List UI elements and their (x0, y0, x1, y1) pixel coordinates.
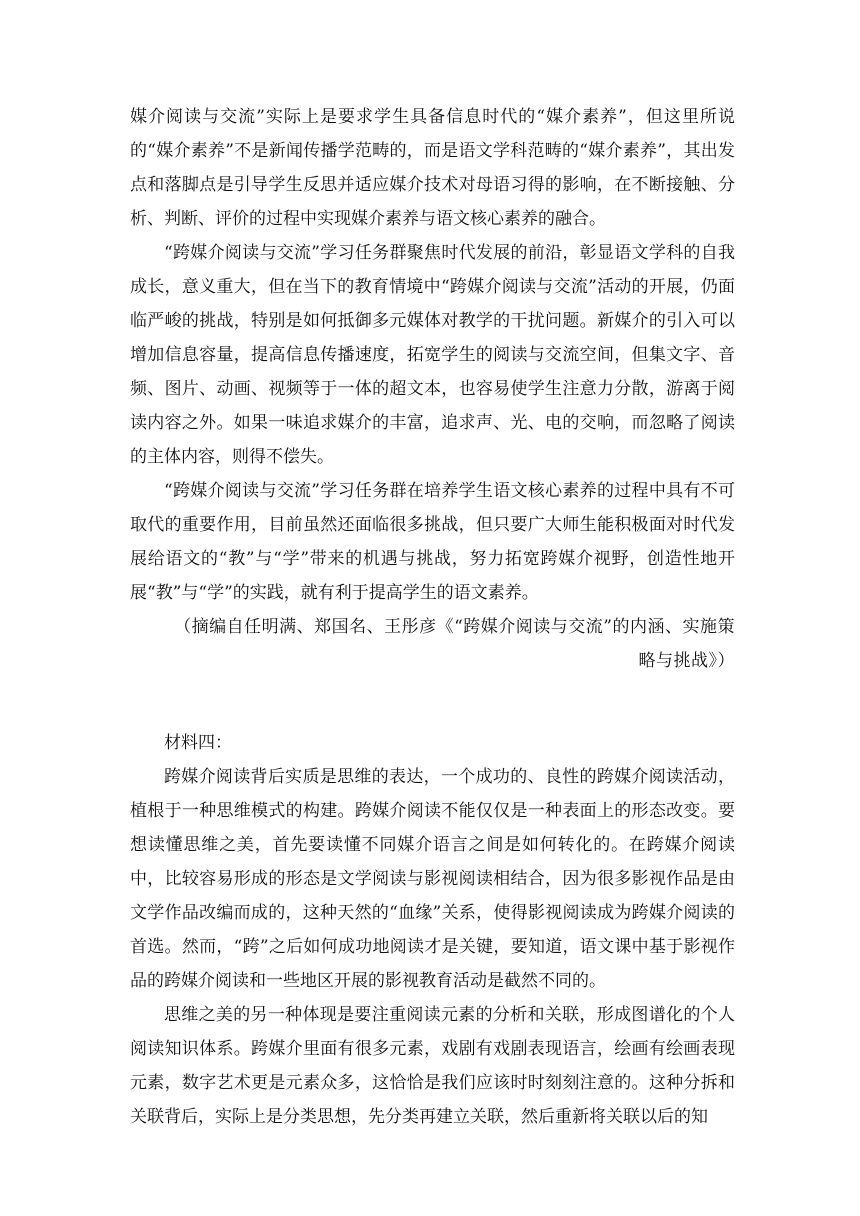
paragraph-element-analysis: 思维之美的另一种体现是要注重阅读元素的分析和关联，形成图谱化的个人阅读知识体系。跨媒介里面有很多元素，戏剧有戏剧表现语言，绘画有绘画表现元素，数字艺术更是元素众多，这恰恰是我们应该时时刻刻注意的。这种分拆和关联背后，实际上是分类思想，先分类再建立关联，然后重新将关联以后的知 (130, 1005, 735, 1127)
material-four-heading: 材料四： (164, 733, 232, 753)
paragraph-media-literacy: 媒介阅读与交流”实际上是要求学生具备信息时代的“媒介素养”，但这里所说的“媒介素养”不是新闻传播学范畴的，而是语文学科范畴的“媒介素养”，其出发点和落脚点是引导学生反思并适应媒介技术对母语习得的影响，在不断接触、分析、判断、评价的过程中实现媒介素养与语文核心素养的融合。 (130, 107, 735, 229)
section-spacer (130, 678, 735, 726)
paragraph-thinking-expression: 跨媒介阅读背后实质是思维的表达，一个成功的、良性的跨媒介阅读活动，植根于一种思维模式的构建。跨媒介阅读不能仅仅是一种表面上的形态改变。要想读懂思维之美，首先要读懂不同媒介语言之间是如何转化的。在跨媒介阅读中，比较容易形成的形态是文学阅读与影视阅读相结合，因为很多影视作品是由文学作品改编而成的，这种天然的“血缘”关系，使得影视阅读成为跨媒介阅读的首选。然而，“跨”之后如何成功地阅读才是关键，要知道，语文课中基于影视作品的跨媒介阅读和一些地区开展的影视教育活动是截然不同的。 (130, 767, 735, 991)
source-citation: （摘编自任明满、郑国名、王彤彦《“跨媒介阅读与交流”的内涵、实施策略与挑战》） (174, 617, 735, 671)
paragraph-challenges: “跨媒介阅读与交流”学习任务群聚焦时代发展的前沿，彰显语文学科的自我成长，意义重大，但在当下的教育情境中“跨媒介阅读与交流”活动的开展，仍面临严峻的挑战，特别是如何抵御多元媒体对教学的干扰问题。新媒介的引入可以增加信息容量，提高信息传播速度，拓宽学生的阅读与交流空间，但集文字、音频、图片、动画、视频等于一体的超文本，也容易使学生注意力分散，游离于阅读内容之外。如果一味追求媒介的丰富，追求声、光、电的交响，而忽略了阅读的主体内容，则得不偿失。 (130, 243, 735, 467)
paragraph-conclusion: “跨媒介阅读与交流”学习任务群在培养学生语文核心素养的过程中具有不可取代的重要作用，目前虽然还面临很多挑战，但只要广大师生能积极面对时代发展给语文的“教”与“学”带来的机遇与挑战，努力拓宽跨媒介视野，创造性地开展“教”与“学”的实践，就有利于提高学生的语文素养。 (130, 481, 735, 603)
document-body (130, 100, 735, 1134)
